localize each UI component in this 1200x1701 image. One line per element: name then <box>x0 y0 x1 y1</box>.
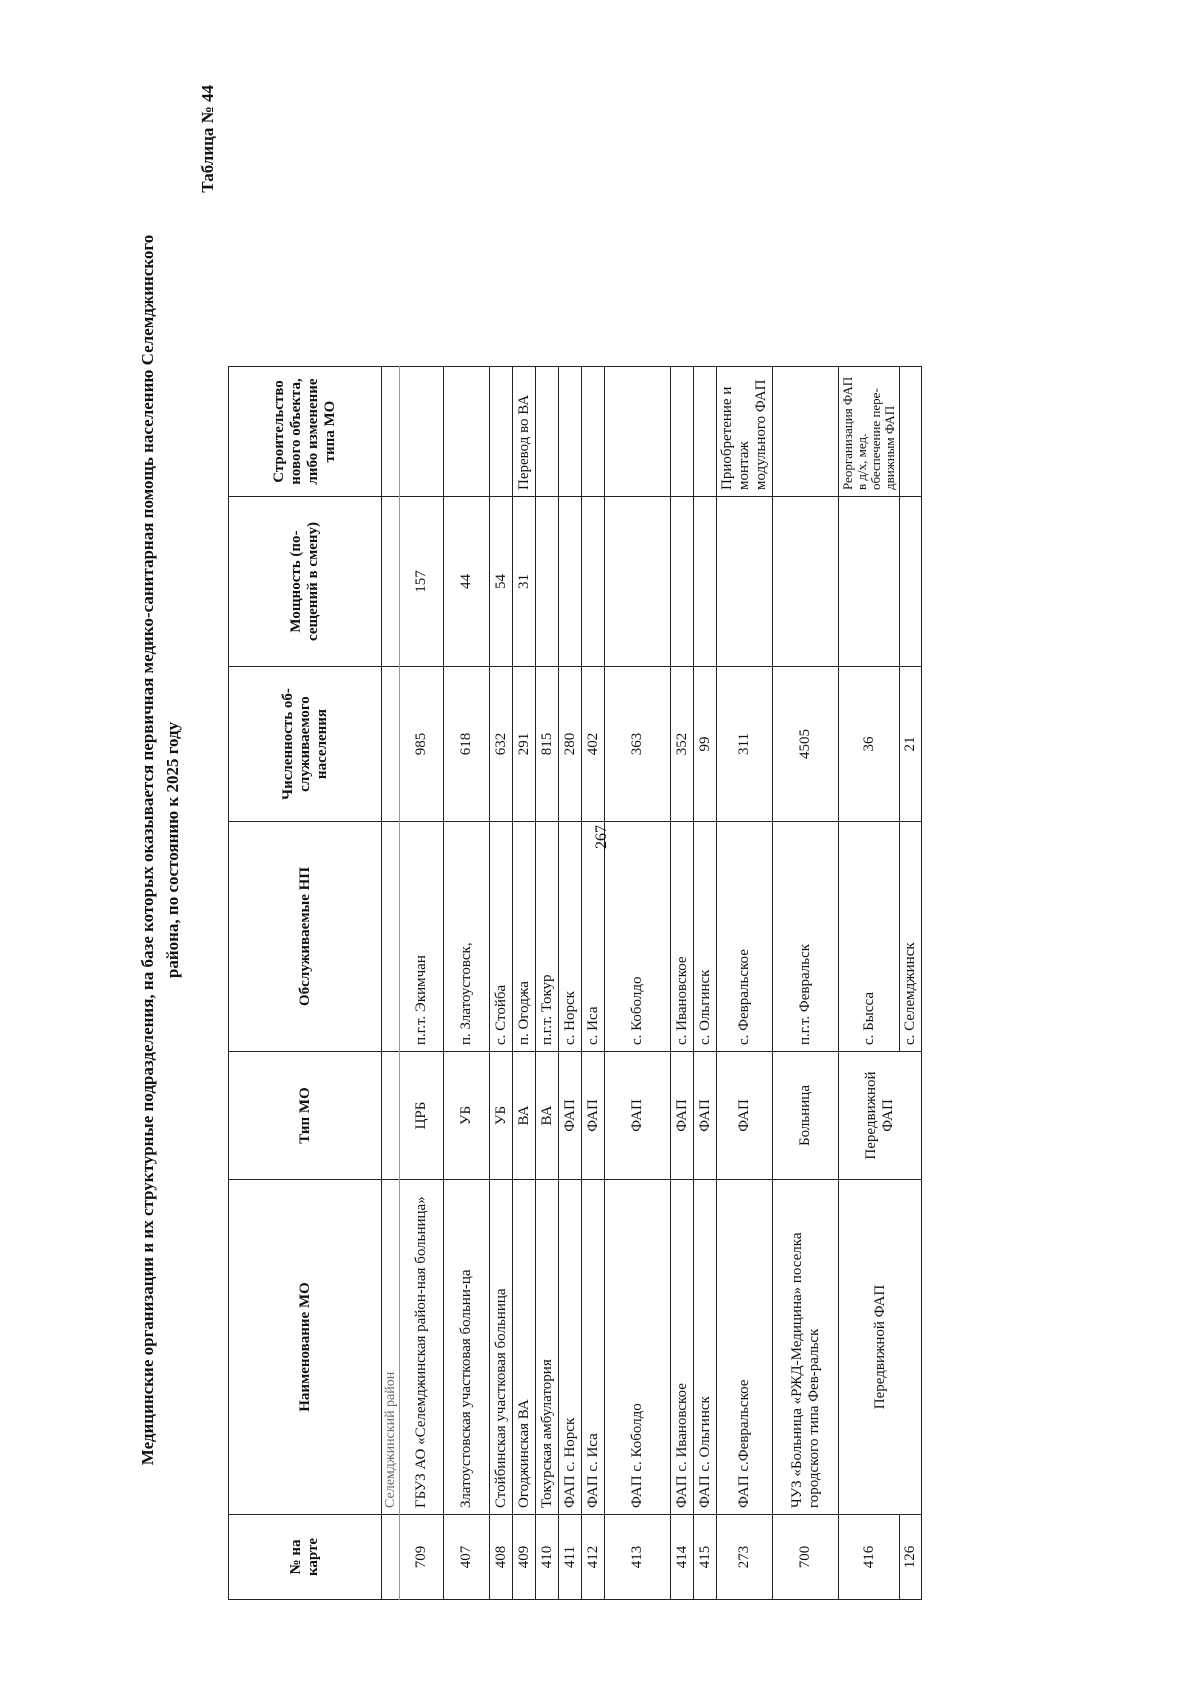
cell-num: 410 <box>536 1515 559 1600</box>
cell-settlements: п. Златоустовск, <box>444 822 490 1052</box>
title-line-1: Медицинские организации и их структурные подразделения, на базе которых оказывается первичная медико-санитарная помощь населению Селемджинского <box>138 234 157 1466</box>
cell-population: 632 <box>490 667 513 822</box>
cell-construction <box>582 367 605 497</box>
cell-construction <box>536 367 559 497</box>
cell-construction <box>400 367 444 497</box>
cell-population: 363 <box>605 667 671 822</box>
page-title <box>135 85 185 1615</box>
cell-type: УБ <box>490 1052 513 1180</box>
cell-type: ФАП <box>671 1052 694 1180</box>
cell-population: 311 <box>717 667 773 822</box>
cell-num: 409 <box>513 1515 536 1600</box>
cell-capacity: 54 <box>490 497 513 667</box>
cell-capacity: 44 <box>444 497 490 667</box>
cell-settlements: п.г.т. Февральск <box>773 822 839 1052</box>
cell-num: 407 <box>444 1515 490 1600</box>
cell-population: 352 <box>671 667 694 822</box>
cell-capacity <box>694 497 717 667</box>
cell-settlements: п.г.т. Экимчан <box>400 822 444 1052</box>
cell-population: 618 <box>444 667 490 822</box>
header-settlements: Обслуживаемые НП <box>229 822 382 1052</box>
header-construction: Строительство нового объекта, либо изменение типа МО <box>229 367 382 497</box>
table-row <box>773 367 839 1600</box>
header-type: Тип МО <box>229 1052 382 1180</box>
cell-name: ФАП с. Иса <box>582 1180 605 1515</box>
cell-type: ВА <box>513 1052 536 1180</box>
cell-population: 4505 <box>773 667 839 822</box>
cell-settlements: с. Селемджинск <box>900 822 922 1052</box>
cell-num: 416 <box>839 1515 900 1600</box>
cell-settlements: с. Бысса <box>839 822 900 1052</box>
cell-num: 411 <box>559 1515 582 1600</box>
cell-num: 412 <box>582 1515 605 1600</box>
cell-name: ЧУЗ «Больница «РЖД-Медицина» поселка городского типа Фев-ральск <box>773 1180 839 1515</box>
cell-num: 413 <box>605 1515 671 1600</box>
cell-type: ФАП <box>694 1052 717 1180</box>
cell-type: ЦРБ <box>400 1052 444 1180</box>
district-name: Селемджинский район <box>382 1180 400 1515</box>
cell-settlements: с. Ивановское <box>671 822 694 1052</box>
cell-construction: Приобретение и монтаж модульного ФАП <box>717 367 773 497</box>
cell-settlements: с. Стойба <box>490 822 513 1052</box>
cell-construction <box>605 367 671 497</box>
table-row <box>513 367 536 1600</box>
header-num: № на карте <box>229 1515 382 1600</box>
header-population: Численность об-служиваемого населения <box>229 667 382 822</box>
cell-construction <box>559 367 582 497</box>
page-number: 267 <box>593 825 610 849</box>
table-row <box>536 367 559 1600</box>
cell-type: ФАП <box>559 1052 582 1180</box>
table-row <box>717 367 773 1600</box>
cell-capacity <box>605 497 671 667</box>
cell-name: Огоджинская ВА <box>513 1180 536 1515</box>
cell-capacity: 31 <box>513 497 536 667</box>
table-row <box>671 367 694 1600</box>
cell-type: ФАП <box>582 1052 605 1180</box>
cell-capacity <box>717 497 773 667</box>
table-row <box>559 367 582 1600</box>
cell-settlements: с. Ольгинск <box>694 822 717 1052</box>
table-row <box>582 367 605 1600</box>
cell-capacity <box>559 497 582 667</box>
cell-settlements: п.г.т. Токур <box>536 822 559 1052</box>
cell-num: 126 <box>900 1515 922 1600</box>
table-row <box>400 367 444 1600</box>
cell-population: 21 <box>900 667 922 822</box>
table-row <box>444 367 490 1600</box>
cell-type: ФАП <box>605 1052 671 1180</box>
cell-settlements: с. Норск <box>559 822 582 1052</box>
table-row <box>839 367 900 1600</box>
cell-construction <box>444 367 490 497</box>
cell-name: Токурская амбулатория <box>536 1180 559 1515</box>
cell-capacity <box>536 497 559 667</box>
cell-population: 291 <box>513 667 536 822</box>
cell-construction <box>694 367 717 497</box>
cell-population: 402 <box>582 667 605 822</box>
cell-name: ФАП с. Коболдо <box>605 1180 671 1515</box>
cell-construction: Перевод во ВА <box>513 367 536 497</box>
title-line-2: района, по состоянию к 2025 году <box>163 721 182 979</box>
cell-capacity <box>839 497 900 667</box>
cell-name: Златоустовская участковая больни-ца <box>444 1180 490 1515</box>
cell-name: ФАП с. Норск <box>559 1180 582 1515</box>
cell-settlements: с. Иса <box>582 822 605 1052</box>
cell-capacity: 157 <box>400 497 444 667</box>
header-row <box>229 367 382 1600</box>
cell-construction <box>773 367 839 497</box>
cell-population: 985 <box>400 667 444 822</box>
district-row <box>382 367 400 1600</box>
cell-name: ФАП с. Ивановское <box>671 1180 694 1515</box>
table-row <box>694 367 717 1600</box>
cell-construction: Реорганизация ФАП в д/х, мед. обеспечение пере-движным ФАП <box>839 367 900 497</box>
cell-capacity <box>773 497 839 667</box>
cell-population: 36 <box>839 667 900 822</box>
cell-name: Передвижной ФАП <box>839 1180 922 1515</box>
cell-construction <box>671 367 694 497</box>
table-row <box>605 367 671 1600</box>
header-capacity: Мощность (по-сещений в смену) <box>229 497 382 667</box>
cell-settlements: с. Коболдо <box>605 822 671 1052</box>
cell-num: 700 <box>773 1515 839 1600</box>
cell-name: ФАП с.Февральское <box>717 1180 773 1515</box>
cell-num: 709 <box>400 1515 444 1600</box>
cell-num: 273 <box>717 1515 773 1600</box>
cell-population: 815 <box>536 667 559 822</box>
cell-construction <box>490 367 513 497</box>
cell-capacity <box>582 497 605 667</box>
cell-type: УБ <box>444 1052 490 1180</box>
cell-population: 280 <box>559 667 582 822</box>
cell-name: ФАП с. Ольгинск <box>694 1180 717 1515</box>
table-number: Таблица № 44 <box>198 85 217 193</box>
cell-num: 408 <box>490 1515 513 1600</box>
medical-organizations-table <box>228 366 922 1600</box>
cell-settlements: п. Огоджа <box>513 822 536 1052</box>
cell-type: ФАП <box>717 1052 773 1180</box>
header-name: Наименование МО <box>229 1180 382 1515</box>
table-row <box>490 367 513 1600</box>
cell-population: 99 <box>694 667 717 822</box>
cell-settlements: с. Февральское <box>717 822 773 1052</box>
cell-num: 414 <box>671 1515 694 1600</box>
cell-type: ВА <box>536 1052 559 1180</box>
cell-type: Передвижной ФАП <box>839 1052 922 1180</box>
cell-name: ГБУЗ АО «Селемджинская район-ная больница» <box>400 1180 444 1515</box>
cell-num: 415 <box>694 1515 717 1600</box>
cell-capacity <box>671 497 694 667</box>
cell-type: Больница <box>773 1052 839 1180</box>
cell-name: Стойбинская участковая больница <box>490 1180 513 1515</box>
